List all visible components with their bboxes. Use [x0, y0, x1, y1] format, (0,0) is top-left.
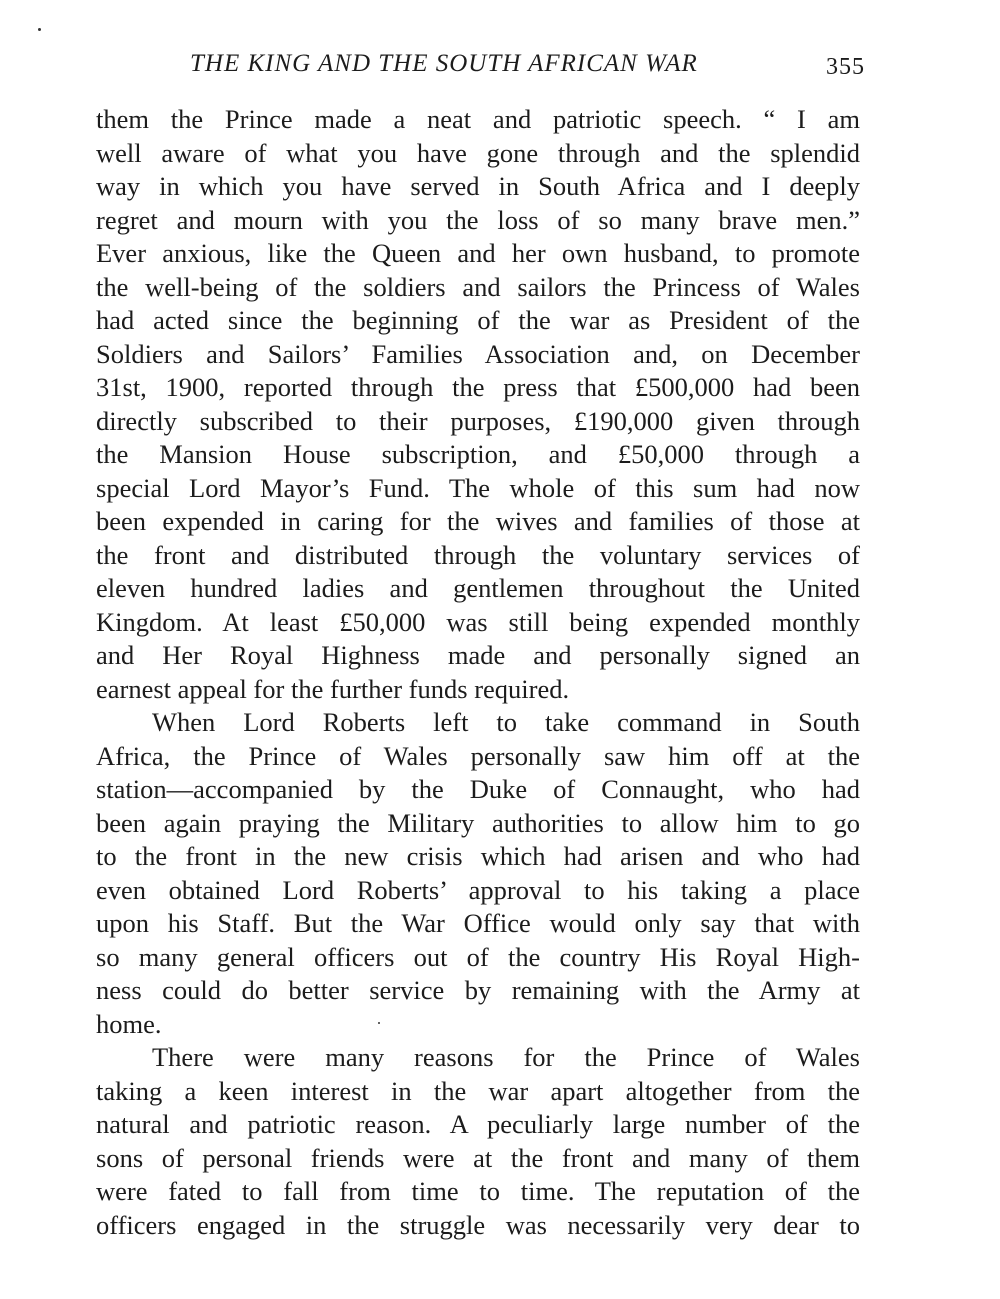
- text-line: had acted since the beginning of the war as President of the: [96, 305, 860, 335]
- text-line: so many general officers out of the country His Royal High-: [96, 941, 860, 972]
- print-speck: [38, 28, 41, 31]
- text-line: regret and mourn with you the loss of so many brave men.”: [96, 204, 860, 235]
- text-line: There were many reasons for the Prince of Wales: [152, 1042, 860, 1072]
- text-line: When Lord Roberts left to take command in South: [152, 707, 860, 737]
- body-text: [96, 103, 860, 1242]
- text-line: been again praying the Military authorities to allow him to go: [96, 807, 860, 838]
- text-line: home.: [96, 1008, 162, 1039]
- text-line: officers engaged in the struggle was necessarily very dear to: [96, 1209, 860, 1240]
- text-line: earnest appeal for the further funds required.: [96, 673, 570, 704]
- text-line: eleven hundred ladies and gentlemen throughout the United: [96, 573, 860, 603]
- page-number: 355: [826, 54, 865, 80]
- text-line: sons of personal friends were at the front and many of them: [96, 1142, 860, 1173]
- text-line: Africa, the Prince of Wales personally saw him off at the: [96, 740, 860, 771]
- text-line: special Lord Mayor’s Fund. The whole of this sum had now: [96, 472, 860, 503]
- text-line: the front and distributed through the voluntary services of: [96, 539, 860, 570]
- running-title: THE KING AND THE SOUTH AFRICAN WAR: [190, 50, 698, 77]
- text-line: and Her Royal Highness made and personally signed an: [96, 640, 860, 670]
- text-line: were fated to fall from time to time. The reputation of the: [96, 1176, 860, 1206]
- print-speck: [378, 1022, 380, 1024]
- text-line: the Mansion House subscription, and £50,000 through a: [96, 439, 860, 469]
- text-line: them the Prince made a neat and patriotic speech. “ I am: [96, 104, 860, 134]
- text-line: been expended in caring for the wives and families of those at: [96, 506, 860, 536]
- text-line: taking a keen interest in the war apart altogether from the: [96, 1075, 860, 1106]
- running-head: [95, 50, 865, 90]
- text-line: to the front in the new crisis which had arisen and who had: [96, 841, 860, 871]
- text-line: natural and patriotic reason. A peculiarly large number of the: [96, 1109, 860, 1139]
- text-line: well aware of what you have gone through and the splendid: [96, 137, 860, 168]
- text-line: directly subscribed to their purposes, £190,000 given through: [96, 405, 860, 436]
- text-line: way in which you have served in South Africa and I deeply: [96, 171, 860, 201]
- text-line: the well-being of the soldiers and sailors the Princess of Wales: [96, 271, 860, 302]
- text-line: 31st, 1900, reported through the press that £500,000 had been: [96, 372, 860, 402]
- text-line: upon his Staff. But the War Office would only say that with: [96, 908, 860, 938]
- text-line: station—accompanied by the Duke of Connaught, who had: [96, 774, 860, 804]
- text-line: Kingdom. At least £50,000 was still being expended monthly: [96, 606, 860, 637]
- text-line: Soldiers and Sailors’ Families Association and, on December: [96, 338, 860, 369]
- text-line: ness could do better service by remaining with the Army at: [96, 975, 860, 1005]
- text-line: Ever anxious, like the Queen and her own husband, to promote: [96, 238, 860, 268]
- text-line: even obtained Lord Roberts’ approval to his taking a place: [96, 874, 860, 905]
